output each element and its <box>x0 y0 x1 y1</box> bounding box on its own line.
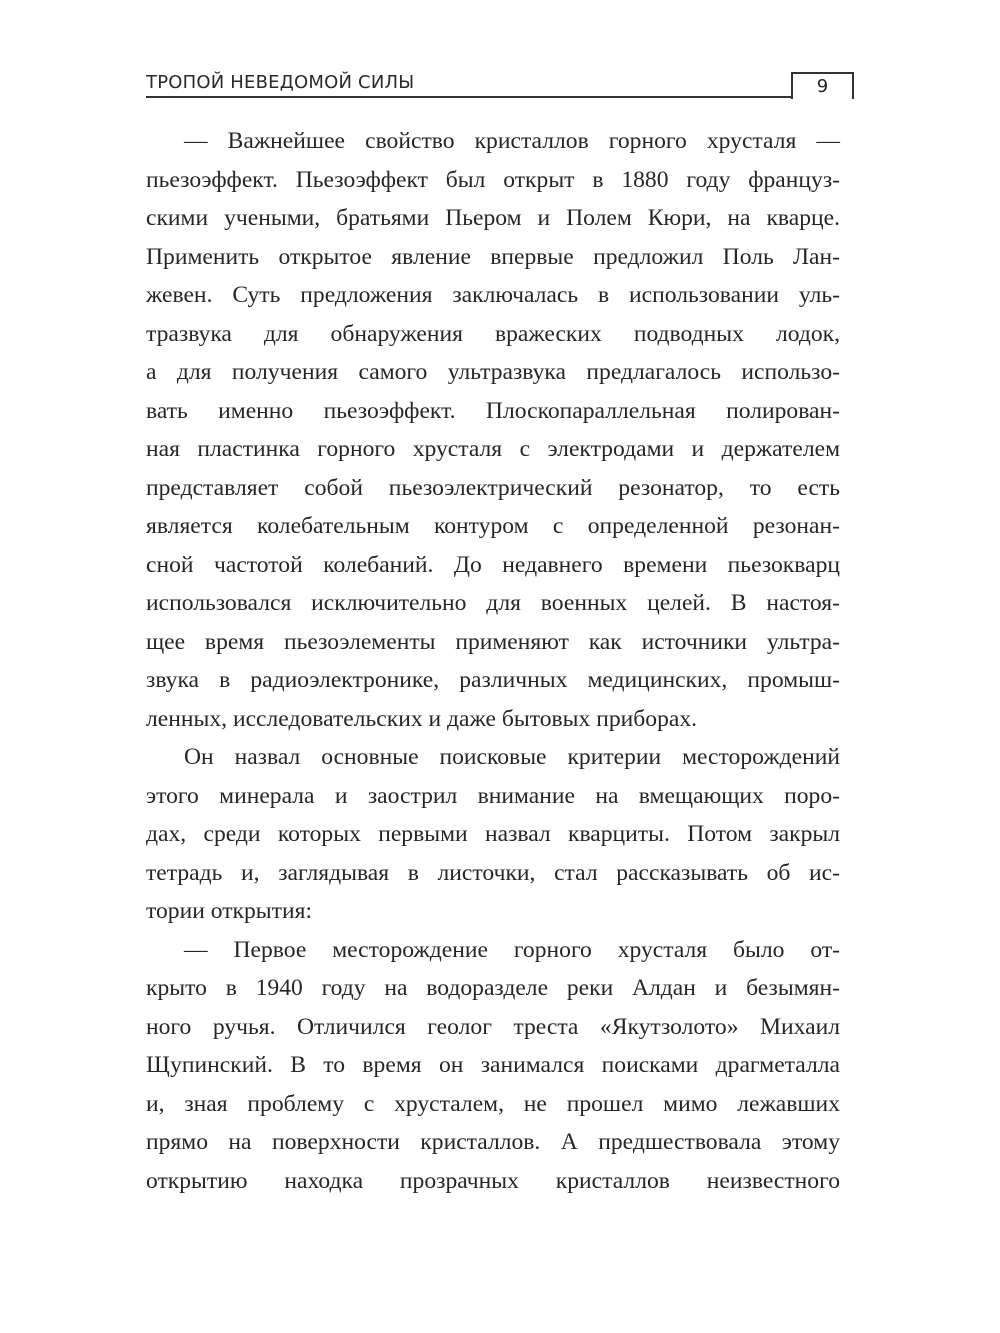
text-line: и, зная проблему с хрусталем, не прошел мимо лежавших <box>146 1090 840 1117</box>
text-line: прямо на поверхности кристаллов. А предшествовала этому <box>146 1129 840 1155</box>
text-line: сной частотой колебаний. До недавнего времени пьезокварц <box>146 551 840 578</box>
text-line: Применить открытое явление впервые предложил Поль Лан- <box>146 243 840 270</box>
text-line: а для получения самого ультразвука предлагалось использо- <box>146 359 840 385</box>
paragraph <box>146 931 840 1201</box>
text-line: Щупинский. В то время он занимался поисками драгметалла <box>146 1052 840 1078</box>
text-line: Он назвал основные поисковые критерии месторождений <box>184 744 840 770</box>
page-number: 9 <box>791 72 854 99</box>
text-line: скими учеными, братьями Пьером и Полем Кюри, на кварце. <box>146 205 840 231</box>
text-line: является колебательным контуром с определенной резонан- <box>146 513 840 539</box>
text-line: ная пластинка горного хрусталя с электродами и держателем <box>146 436 840 462</box>
text-line: использовался исключительно для военных целей. В настоя- <box>146 590 840 616</box>
text-line: жевен. Суть предложения заключалась в использовании уль- <box>146 282 840 308</box>
text-line: вать именно пьезоэффект. Плоскопараллельная полирован- <box>146 397 840 424</box>
text-line: ного ручья. Отличился геолог треста «Якутзолото» Михаил <box>146 1013 840 1040</box>
text-line: тории открытия: <box>146 898 312 924</box>
text-line: крыто в 1940 году на водоразделе реки Алдан и безымян- <box>146 975 840 1001</box>
paragraph <box>146 122 840 738</box>
text-line: пьезоэффект. Пьезоэффект был открыт в 1880 году француз- <box>146 166 840 193</box>
text-line: щее время пьезоэлементы применяют как источники ультра- <box>146 628 840 655</box>
text-line: тразвука для обнаружения вражеских подводных лодок, <box>146 320 840 347</box>
text-line: ленных, исследовательских и даже бытовых приборах. <box>146 705 698 732</box>
body-text <box>146 122 840 1200</box>
text-line: тетрадь и, заглядывая в листочки, стал рассказывать об ис- <box>146 859 840 886</box>
text-line: дах, среди которых первыми назвал кварциты. Потом закрыл <box>146 821 840 847</box>
running-title: ТРОПОЙ НЕВЕДОМОЙ СИЛЫ <box>146 72 415 93</box>
text-line: открытию находка прозрачных кристаллов неизвестного <box>146 1167 840 1194</box>
text-line: этого минерала и заострил внимание на вмещающих поро- <box>146 782 840 809</box>
text-line: звука в радиоэлектронике, различных медицинских, промыш- <box>146 667 840 693</box>
text-line: — Первое месторождение горного хрусталя было от- <box>184 936 840 963</box>
running-header <box>146 70 852 100</box>
header-rule <box>146 96 852 98</box>
text-line: — Важнейшее свойство кристаллов горного хрусталя — <box>184 128 840 154</box>
paragraph <box>146 738 840 931</box>
text-line: представляет собой пьезоэлектрический резонатор, то есть <box>146 474 840 501</box>
